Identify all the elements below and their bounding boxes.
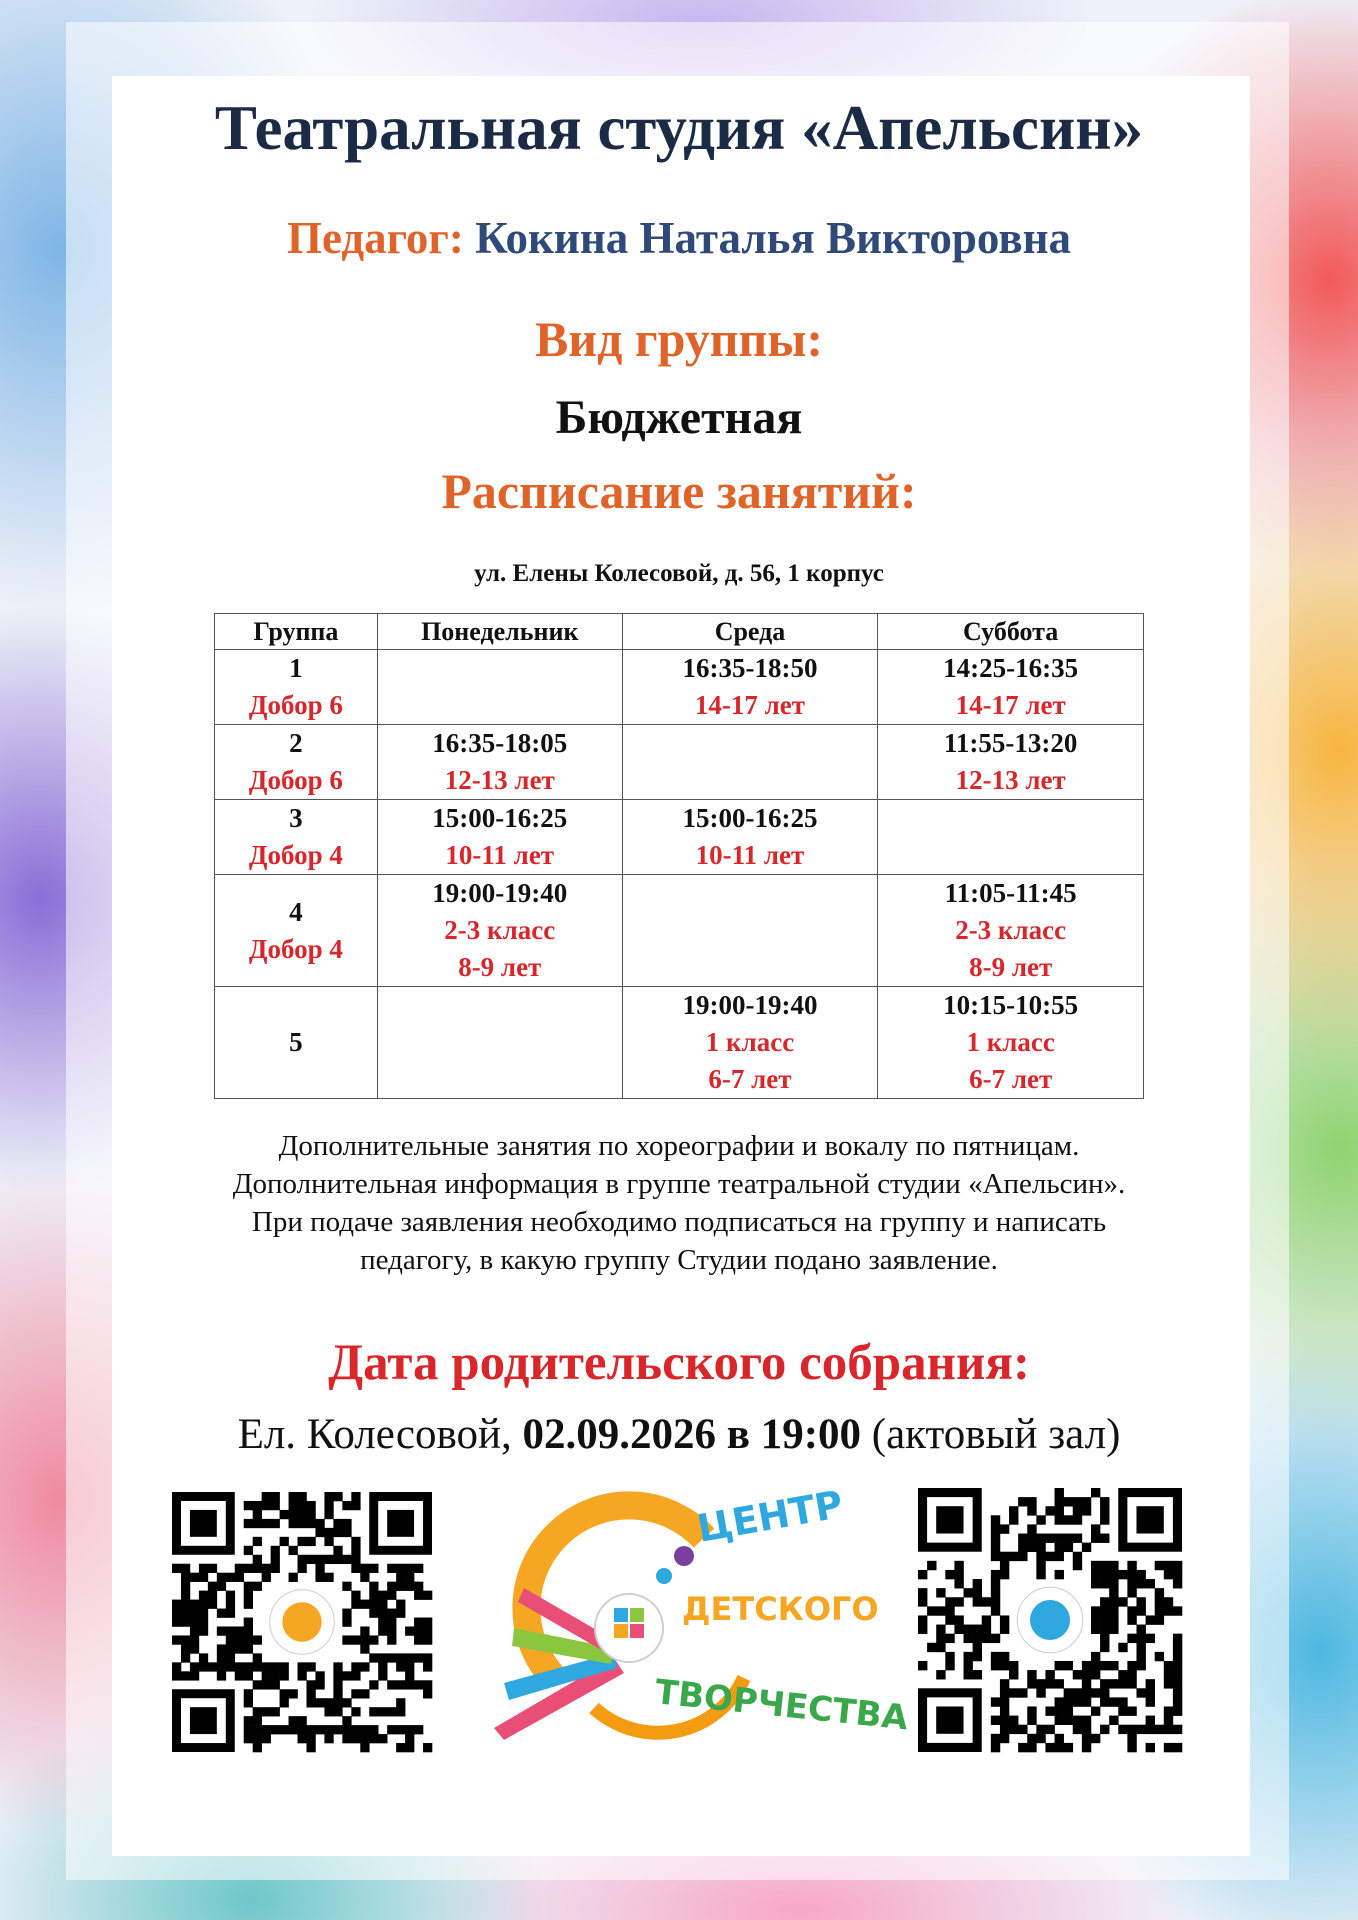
table-row	[215, 650, 1144, 725]
class-detail: 14-17 лет	[694, 690, 806, 720]
page-title: Театральная студия «Апельсин»	[214, 93, 1144, 163]
column-header: Суббота	[878, 614, 1144, 650]
column-header: Среда	[622, 614, 878, 650]
class-detail: 10-11 лет	[695, 840, 805, 870]
schedule-heading: Расписание занятий:	[441, 463, 917, 519]
note-line: При подаче заявления необходимо подписаться на группу и написать	[251, 1206, 1107, 1238]
schedule-cell-mon	[377, 987, 622, 1099]
class-detail: 1 класс	[966, 1027, 1055, 1057]
class-detail: 2-3 класс	[444, 915, 556, 945]
class-time: 10:15-10:55	[943, 990, 1079, 1020]
center-logo-icon	[484, 1478, 910, 1758]
class-detail: 1 класс	[705, 1027, 795, 1057]
group-note: Добор 4	[248, 933, 343, 964]
class-detail: 6-7 лет	[708, 1064, 792, 1094]
qr-code-left-icon[interactable]	[172, 1492, 432, 1752]
schedule-cell-sat	[878, 800, 1144, 875]
logo-text-line1: ЦЕНТР	[693, 1482, 847, 1551]
group-cell	[215, 875, 378, 987]
schedule-cell-wed	[622, 987, 878, 1099]
group-number: 3	[289, 803, 303, 833]
schedule-cell-mon	[377, 875, 622, 987]
group-number: 1	[289, 653, 303, 683]
table-row	[215, 987, 1144, 1099]
table-row	[215, 800, 1144, 875]
group-cell	[215, 800, 378, 875]
class-detail: 14-17 лет	[955, 690, 1066, 720]
table-row	[215, 875, 1144, 987]
schedule-cell-sat	[878, 725, 1144, 800]
schedule-address: ул. Елены Колесовой, д. 56, 1 корпус	[474, 560, 884, 587]
teacher-line	[0, 212, 1358, 264]
group-number: 5	[289, 1027, 303, 1057]
table-header-row	[215, 614, 1144, 650]
schedule-cell-wed	[622, 725, 878, 800]
group-cell	[215, 725, 378, 800]
group-number: 2	[289, 728, 303, 758]
column-header: Понедельник	[377, 614, 622, 650]
class-detail: 6-7 лет	[969, 1064, 1053, 1094]
group-type-heading: Вид группы:	[534, 311, 824, 367]
meeting-details	[0, 1410, 1358, 1459]
group-type-value: Бюджетная	[555, 391, 803, 444]
class-time: 11:05-11:45	[944, 878, 1077, 908]
note-line: педагогу, в какую группу Студии подано заявление.	[360, 1244, 998, 1276]
class-time: 14:25-16:35	[943, 653, 1079, 683]
schedule-cell-mon	[377, 650, 622, 725]
class-time: 15:00-16:25	[432, 803, 568, 833]
class-detail: 12-13 лет	[955, 765, 1066, 795]
class-detail: 8-9 лет	[969, 952, 1053, 982]
schedule-cell-wed	[622, 800, 878, 875]
note-line: Дополнительные занятия по хореографии и вокалу по пятницам.	[278, 1130, 1080, 1162]
qr-code-icon	[172, 1492, 432, 1752]
qr-code-icon	[918, 1488, 1182, 1752]
schedule-cell-mon	[377, 725, 622, 800]
meeting-hall: (актовый зал)	[871, 1411, 1121, 1458]
meeting-heading: Дата родительского собрания:	[328, 1335, 1030, 1391]
group-note: Добор 4	[248, 840, 343, 870]
qr-code-right-icon[interactable]	[918, 1488, 1182, 1752]
schedule-table	[214, 613, 1144, 1099]
class-detail: 8-9 лет	[458, 952, 542, 982]
group-note: Добор 6	[248, 765, 343, 795]
class-detail: 10-11 лет	[445, 840, 555, 870]
class-time: 16:35-18:50	[682, 653, 818, 683]
schedule-cell-sat	[878, 875, 1144, 987]
column-header: Группа	[215, 614, 378, 650]
class-detail: 12-13 лет	[444, 765, 555, 795]
class-time: 19:00-19:40	[682, 990, 818, 1020]
schedule-cell-wed	[622, 650, 878, 725]
note-line: Дополнительная информация в группе театральной студии «Апельсин».	[232, 1168, 1126, 1200]
group-cell	[215, 650, 378, 725]
class-detail: 2-3 класс	[955, 915, 1067, 945]
class-time: 11:55-13:20	[943, 728, 1078, 758]
group-cell	[215, 987, 378, 1099]
group-number: 4	[289, 896, 303, 927]
meeting-place: Ел. Колесовой,	[237, 1411, 512, 1458]
teacher-name: Кокина Наталья Викторовна	[475, 213, 1072, 263]
schedule-cell-sat	[878, 650, 1144, 725]
group-note: Добор 6	[248, 690, 343, 720]
meeting-datetime: 02.09.2026 в 19:00	[522, 1411, 862, 1458]
schedule-cell-mon	[377, 800, 622, 875]
schedule-cell-wed	[622, 875, 878, 987]
class-time: 16:35-18:05	[432, 728, 568, 758]
logo-text-line2: ДЕТСКОГО	[682, 1590, 879, 1628]
class-time: 19:00-19:40	[432, 878, 568, 908]
table-row	[215, 725, 1144, 800]
class-time: 15:00-16:25	[682, 803, 818, 833]
logo-text-line3: ТВОРЧЕСТВА	[653, 1672, 910, 1739]
schedule-cell-sat	[878, 987, 1144, 1099]
teacher-label: Педагог:	[286, 213, 464, 263]
